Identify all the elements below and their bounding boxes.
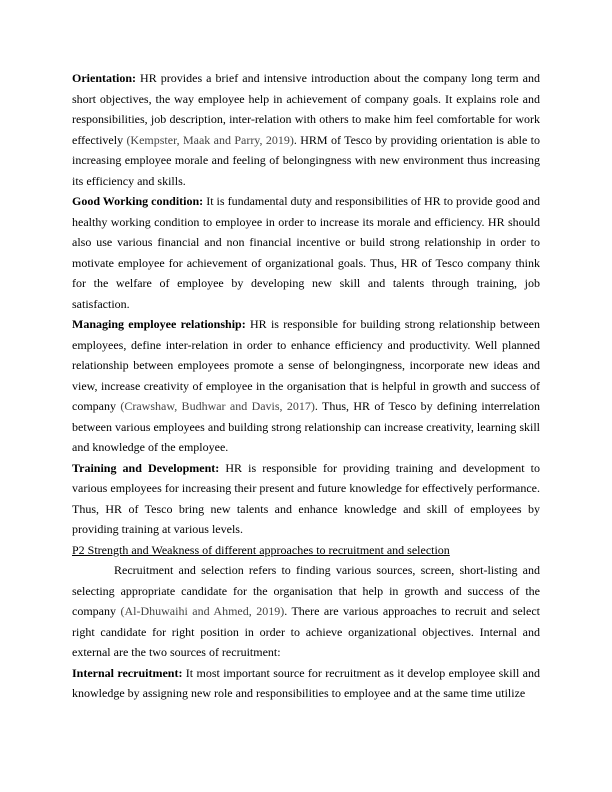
text-orientation-2: . HRM of Tesco by providing orientation is able to increasing employee morale and feeling of belongingness with new environment thus increasing its efficiency and skills. — [72, 132, 540, 188]
text-working-condition: It is fundamental duty and responsibilities of HR to provide good and healthy working condition to employee in order to increase its morale and efficiency. HR should also use various financial and non financial incentive or build strong relationship in order to motivate employee for achievement of organizational goals. Thus, HR of Tesco company think for the welfare of employee by developing new skill and talents through training, job satisfaction. — [72, 194, 540, 311]
text-recruitment-2: . There are various approaches to recruit and select right candidate for right position in order to achieve organizational objectives. Internal and external are the two sources of recruitment: — [72, 604, 540, 659]
lead-orientation: Orientation: — [72, 71, 136, 85]
citation-kempster: (Kempster, Maak and Parry, 2019) — [126, 132, 294, 147]
citation-crawshaw: (Crawshaw, Budhwar and Davis, 2017) — [120, 399, 315, 413]
lead-internal-recruitment: Internal recruitment: — [72, 665, 183, 680]
text-employee-relationship-1: HR is responsible for building strong relationship between employees, define inter-relation in order to enhance efficiency and productivity. Well planned relationship between employees promote a sense of belongingness, incorporate new ideas and view, increase creativity of employee in the organisation that is helpful in growth and success of company — [72, 317, 540, 413]
lead-training: Training and Development: — [72, 460, 220, 475]
paragraph-orientation — [72, 68, 540, 191]
paragraph-training — [72, 458, 540, 540]
text-internal-recruitment: It most important source for recruitment as it develop employee skill and knowledge by assigning new role and responsibilities to employee and at the same time utilize — [72, 665, 540, 700]
paragraph-internal-recruitment — [72, 663, 540, 704]
citation-al-dhuwaihi: (Al-Dhuwaihi and Ahmed, 2019) — [120, 604, 285, 618]
lead-working-condition: Good Working condition: — [72, 194, 204, 208]
paragraph-recruitment-intro — [72, 560, 540, 663]
text-recruitment-1: Recruitment and selection refers to finding various sources, screen, short-listing and selecting appropriate candidate for the organisation that help in growth and success of the company — [72, 563, 540, 618]
section-heading-p2: P2 Strength and Weakness of different approaches to recruitment and selection — [72, 542, 450, 557]
document-body — [72, 68, 540, 704]
text-orientation-1: HR provides a brief and intensive introduction about the company long term and short objectives, the way employee help in achievement of company goals. It explains role and responsibilities, job description, inter-relation with others to make him feel comfortable for work effectively — [72, 71, 540, 147]
text-employee-relationship-2: . Thus, HR of Tesco by defining interrelation between various employees and building strong relationship can increase creativity, learning skill and knowledge of the employee. — [72, 399, 540, 454]
paragraph-working-condition — [72, 191, 540, 314]
lead-employee-relationship: Managing employee relationship: — [72, 317, 246, 331]
text-training: HR is responsible for providing training and development to various employees for increasing their present and future knowledge for effectively performance. Thus, HR of Tesco bring new talents and enhance knowledge and skill of employees by providing training at various levels. — [72, 460, 541, 536]
paragraph-employee-relationship — [72, 314, 540, 458]
